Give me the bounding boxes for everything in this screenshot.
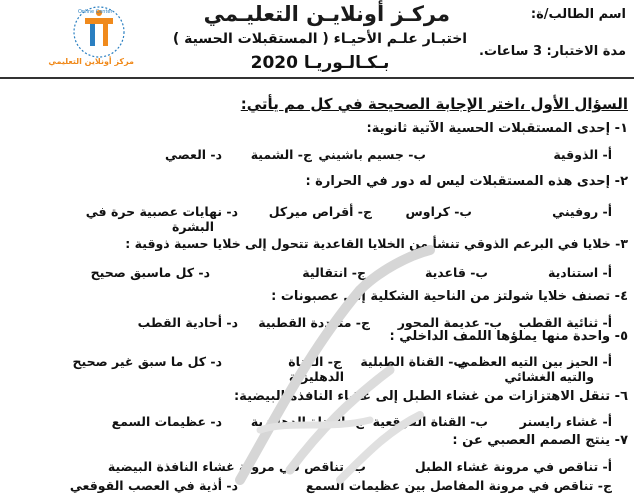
q5-option-a: أ- الحيز بين التيه العظمي (457, 354, 612, 369)
q7-option-c: ج- تناقص في مرونة المفاصل بين عظيمات السمع (305, 478, 612, 493)
q4-option-d: د- أحادية القطب (137, 315, 238, 330)
question-6: ٦- تنقل الاهتزازات من غشاء الطبل إلى غشاء النافذة البيضية: (233, 389, 628, 404)
q7-option-a: أ- تناقص في مرونة غشاء الطبل (414, 459, 612, 474)
q2-option-d: د- نهايات عصبية حرة في (85, 204, 238, 219)
header-divider (0, 77, 634, 79)
q3-option-d: د- كل ماسبق صحيح (90, 265, 210, 280)
q4-option-a: أ- ثنائية القطب (518, 315, 612, 330)
exam-title: اختبـار علـم الأحيـاء ( المستقبلات الحسية ) (172, 31, 468, 47)
exam-year: بـكـالـوريـا 2020 (250, 53, 390, 73)
q2-option-c: ج- أقراص ميركل (268, 204, 372, 219)
logo-caption: مركز أونلاين التعليمي (48, 57, 134, 66)
q5-option-c-cont: الدهليزية (288, 369, 344, 384)
q7-option-d: د- أذية في العصب القوقعي (69, 478, 238, 493)
q5-option-c: ج- القناة (288, 354, 342, 369)
question-3: ٣- خلايا في البرعم الذوقي تنشأ من الخلايا القاعدية تتحول إلى خلايا حسية ذوقية : (125, 236, 628, 251)
question-7: ٧- ينتج الصمم العصبي عن : (452, 433, 628, 448)
student-name-label: اسم الطالب/ة: (530, 7, 626, 22)
q3-option-a: أ- استنادية (548, 265, 612, 280)
q4-option-b: ب- عديمة المحور (397, 315, 502, 330)
question-2: ٢- إحدى هذه المستقبلات ليس له دور في الحرارة : (305, 174, 628, 189)
q1-option-c: ج- الشمية (250, 147, 312, 162)
center-logo (48, 4, 134, 70)
q2-option-d-cont: البشرة (172, 219, 214, 234)
q3-option-b: ب- قاعدية (424, 265, 488, 280)
q6-option-a: أ- غشاء رايسنر (519, 414, 612, 429)
section-title: السؤال الأول ،اختر الإجابة الصحيحة في كل مم يأتي: (240, 95, 628, 113)
q5-option-b: ب- القناة الطبلية (360, 354, 466, 369)
q6-option-d: د- عظيمات السمع (111, 414, 222, 429)
q2-option-b: ب- كراوس (405, 204, 472, 219)
q4-option-c: ج- متعددة القطبية (258, 315, 370, 330)
exam-duration-label: مدة الاختبار: 3 ساعات. (479, 44, 626, 59)
q5-option-a-cont: والتيه الغشائي (504, 369, 594, 384)
logo-subtext: Online Center (78, 9, 113, 15)
q6-option-b: ب- القناة القوقعية (372, 414, 488, 429)
q2-option-a: أ- روفيني (552, 204, 612, 219)
question-5: ٥- واحدة منها يملؤها اللمف الداخلي : (389, 329, 628, 344)
q1-option-b: ب- جسيم باشيني (318, 147, 426, 162)
q6-option-c: ج- القناة الدهليزية (250, 414, 364, 429)
question-4: ٤- تصنف خلايا شولتز من الناحية الشكلية إلى عصبونات : (271, 289, 628, 304)
center-name: مركـز أونلايـن التعليـمي (203, 2, 450, 26)
q1-option-d: د- العصي (165, 147, 222, 162)
question-1: ١- إحدى المستقبلات الحسية الآتية ثانوية: (366, 121, 628, 136)
q3-option-c: ج- انتقالية (302, 265, 366, 280)
q1-option-a: أ- الذوقية (553, 147, 612, 162)
q5-option-d: د- كل ما سبق غير صحيح (72, 354, 222, 369)
q7-option-b: ب- تناقص في مرونة غشاء النافذة البيضية (107, 459, 366, 474)
